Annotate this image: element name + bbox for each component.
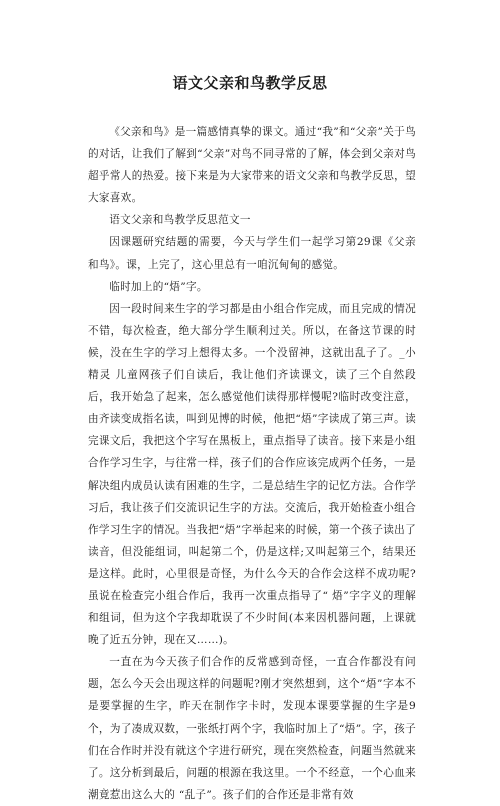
paragraph-intro: 《父亲和鸟》是一篇感情真挚的课文。通过“我”和“父亲”关于鸟的对话，让我们了解到“父亲”对鸟不同寻常的了解，体会到父亲对鸟超乎常人的热爱。接下来是为大家带来的语文父亲和鸟教学反思，望大家喜欢。: [88, 126, 416, 205]
paragraph-main-reflection: 因一段时间来生字的学习都是由小组合作完成，而且完成的情况不错，每次检查，绝大部分学生顺利过关。所以，在备这节课的时候，没在生字的学习上想得太多。一个没留神，这就出乱子了。_小精灵 儿童网孩子们自读后，我让他们齐读课文，读了三个自然段后，我开始急了起来，怎么感觉他们读得那样慢呢?临时改变注意，由齐读变成指名读，叫到见博的时候，他把“焐”字读成了第三声。读完课文后，我把这个字写在黑板上，重点指导了读音。接下来是小组合作学习生字，与往常一样，孩子们的合作应该完成两个任务，一是解决组内成员认读有困难的生字，二是总结生字的记忆方法。合作学习后，我让孩子们交流识记生字的方法。交流后，我开始检查小组合作学习生字的情况。当我把“焐”字举起来的时候，第一个孩子读出了读音，但没能组词，叫起第二个，仍是这样;又叫起第三个，结果还是这样。此时，心里很是奇怪，为什么今天的合作会这样不成功呢?虽说在检查完小组合作后，我再一次重点指导了“ 焐”字字义的理解和组词，但为这个字我却耽误了不少时间(本来因机器问题，上课就晚了近五分钟，现在又……)。: [88, 302, 416, 647]
document-body: [88, 121, 416, 806]
paragraph-analysis: 一直在为今天孩子们合作的反常感到奇怪，一直合作都没有问题，怎么今天会出现这样的问题呢?刚才突然想到，这个“焐”字本不是要掌握的生字，昨天在制作字卡时，发现本课要掌握的生字是9个，为了凑成双数，一张纸打两个字，我临时加上了“焐”。字，孩子们在合作时并没有就这个字进行研究，现在突然检查，问题当然就来了。这分析到最后，问题的根源在我这里。一个不经意，一个心血来潮竟惹出这么大的 “乱子”。孩子们的合作还是非常有效: [88, 656, 416, 801]
paragraph-subheading: 临时加上的“焐”字。: [109, 280, 208, 293]
paragraph-lesson-context: 因课题研究结题的需要，今天与学生们一起学习第29课《父亲和鸟》。课，上完了，这心里总有一咱沉甸甸的感觉。: [88, 236, 416, 271]
paragraph-section-heading: 语文父亲和鸟教学反思范文一: [109, 214, 251, 227]
document-title: 语文父亲和鸟教学反思: [172, 74, 328, 92]
